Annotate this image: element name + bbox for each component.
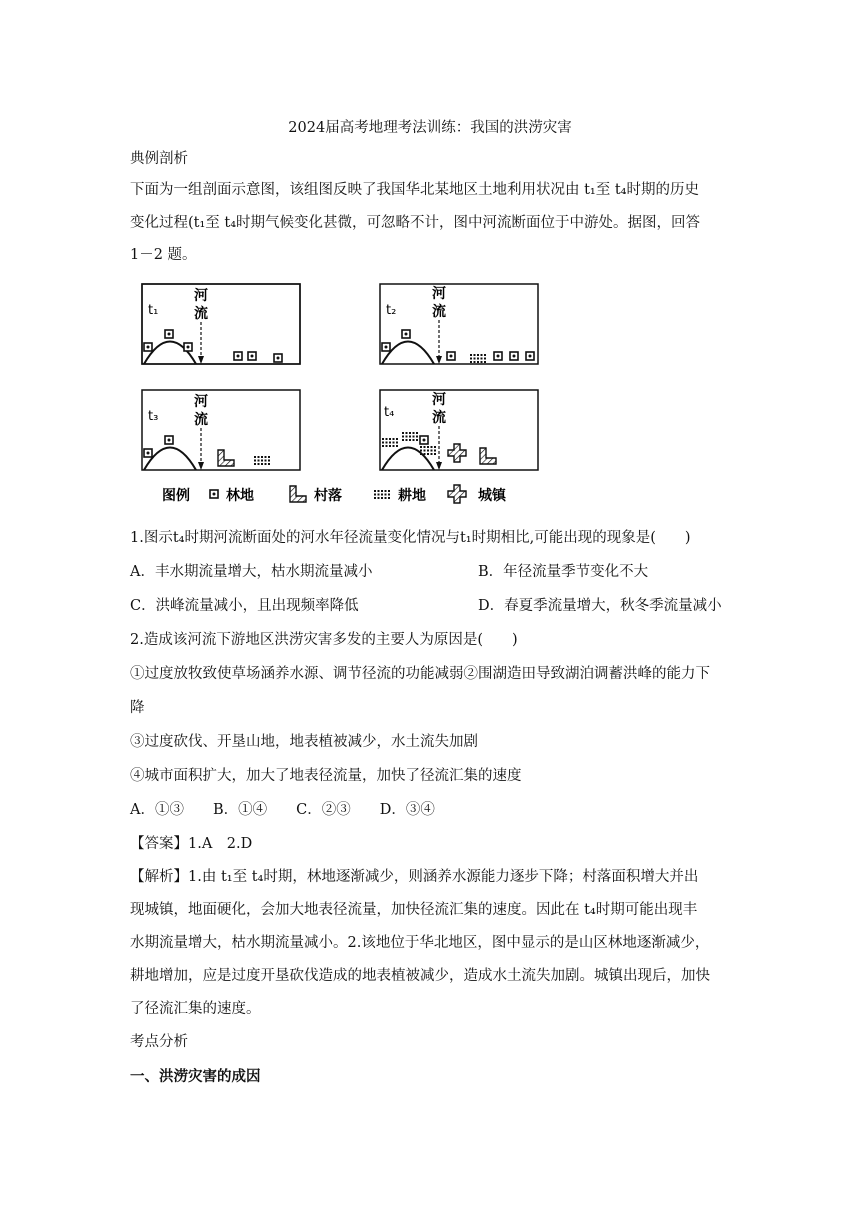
panel-t2: [380, 284, 538, 364]
legend-farmland: 耕地: [398, 488, 426, 504]
q1-option-a: A．丰水期流量增大，枯水期流量减小: [130, 564, 373, 580]
analysis-line-3: 水期流量增大，枯水期流量减小。2.该地位于华北地区，图中显示的是山区林地逐渐减少，: [130, 935, 710, 951]
analysis-line-5: 了径流汇集的速度。: [130, 1001, 261, 1017]
section-points-heading: 考点分析: [130, 1034, 188, 1050]
intro-line-3: 1－2 题。: [130, 247, 197, 263]
analysis-line-1: 【解析】1.由 t₁至 t₄时期，林地逐渐减少，则涵养水源能力逐步下降；村落面积增大并出: [130, 869, 699, 885]
panel-t1-river-top: 河: [194, 288, 208, 304]
question-2: 2.造成该河流下游地区洪涝灾害多发的主要人为原因是( ): [130, 632, 518, 648]
panel-t2-river-top: 河: [432, 286, 446, 302]
document-title: 2024届高考地理考法训练：我国的洪涝灾害: [288, 120, 572, 136]
panel-t4-river-top: 河: [432, 392, 446, 408]
q1-option-c: C．洪峰流量减小，且出现频率降低: [130, 598, 359, 614]
panel-t1-river-bottom: 流: [194, 306, 208, 322]
panel-t4: [380, 390, 538, 470]
q1-option-d: D．春夏季流量增大，秋冬季流量减小: [478, 598, 722, 614]
panel-t3-river-top: 河: [194, 394, 208, 410]
heading-flood-causes: 一、洪涝灾害的成因: [130, 1069, 261, 1085]
q2-options: A．①③ B．①④ C．②③ D．③④: [130, 802, 435, 818]
question-1: 1.图示t₄时期河流断面处的河水年径流量变化情况与t₁时期相比,可能出现的现象是( ): [130, 530, 691, 546]
land-use-profile-figure: [140, 282, 560, 512]
panel-t4-river-bottom: 流: [432, 410, 446, 426]
panel-t2-river-bottom: 流: [432, 304, 446, 320]
q2-statement-3: ③过度砍伐、开垦山地，地表植被减少，水土流失加剧: [130, 734, 478, 750]
figure-legend: [162, 485, 507, 504]
q2-statement-4: ④城市面积扩大，加大了地表径流量，加快了径流汇集的速度: [130, 768, 522, 784]
intro-line-2: 变化过程(t₁至 t₄时期气候变化甚微，可忽略不计，图中河流断面位于中游处。据图，回答: [130, 215, 701, 231]
analysis-line-2: 现城镇，地面硬化，会加大地表径流量，加快径流汇集的速度。因此在 t₄时期可能出现丰: [130, 902, 698, 918]
legend-village: 村落: [314, 488, 342, 504]
q2-statement-2-cont: 降: [130, 700, 145, 716]
panel-t3-river-bottom: 流: [194, 412, 208, 428]
legend-town: 城镇: [478, 488, 506, 504]
legend-forest: 林地: [226, 488, 254, 504]
panel-t1-label: t₁: [148, 303, 159, 318]
panel-t2-label: t₂: [386, 303, 397, 318]
q1-option-b: B．年径流量季节变化不大: [478, 564, 649, 580]
analysis-line-4: 耕地增加，应是过度开垦砍伐造成的地表植被减少，造成水土流失加剧。城镇出现后，加快: [130, 968, 710, 984]
panel-t4-label: t₄: [384, 405, 395, 420]
answer-line: 【答案】1.A 2.D: [130, 836, 253, 852]
intro-line-1: 下面为一组剖面示意图，该组图反映了我国华北某地区土地利用状况由 t₁至 t₄时期的历史: [130, 182, 699, 198]
q2-statement-1-2: ①过度放牧致使草场涵养水源、调节径流的功能减弱②围湖造田导致湖泊调蓄洪峰的能力下: [130, 666, 710, 682]
panel-t1: [142, 284, 300, 364]
panel-t3-label: t₃: [148, 409, 159, 424]
section-example-heading: 典例剖析: [130, 151, 188, 167]
legend-title: 图例: [162, 488, 190, 504]
panel-t3: [142, 390, 300, 470]
